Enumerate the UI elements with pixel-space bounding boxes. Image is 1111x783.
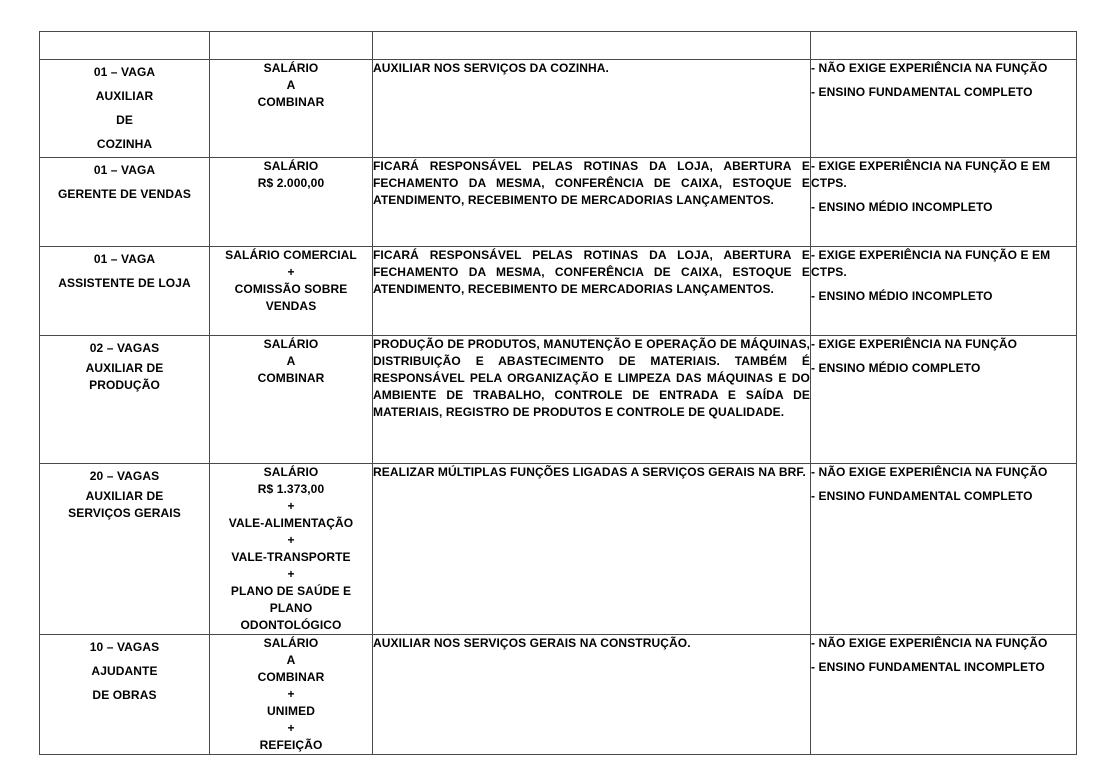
salary-line: R$ 1.373,00 xyxy=(257,482,325,496)
salary-line: VALE-ALIMENTAÇÃO xyxy=(228,516,354,530)
salary-line: A xyxy=(286,78,296,92)
salary-line: + xyxy=(287,687,295,701)
vacancy-count: 02 – VAGAS xyxy=(89,341,160,355)
requirement-item: - ENSINO FUNDAMENTAL COMPLETO xyxy=(811,85,1033,99)
requirement-item: - NÃO EXIGE EXPERIÊNCIA NA FUNÇÃO xyxy=(811,465,1048,479)
salary-line: + xyxy=(287,721,295,735)
description-cell: FICARÁ RESPONSÁVEL PELAS ROTINAS DA LOJA, ABERTURA E FECHAMENTO DA MESMA, CONFERÊNCIA DE CAIXA, ESTOQUE E ATENDIMENTO, RECEBIMENTO DE MERCADORIAS LANÇAMENTOS. xyxy=(373,158,811,247)
salary-line: VALE-TRANSPORTE xyxy=(231,550,351,564)
salary-line: + xyxy=(287,567,295,581)
description-cell: AUXILIAR NOS SERVIÇOS DA COZINHA. xyxy=(373,60,811,158)
table-row xyxy=(40,247,1077,336)
vacancy-title-line: AUXILIAR xyxy=(95,89,154,103)
salary-cell xyxy=(210,336,373,464)
salary-line: VENDAS xyxy=(265,299,317,313)
requirement-item: - ENSINO MÉDIO INCOMPLETO xyxy=(811,289,993,303)
description-cell: AUXILIAR NOS SERVIÇOS GERAIS NA CONSTRUÇÃO. xyxy=(373,635,811,755)
salary-line: REFEIÇÃO xyxy=(259,738,323,752)
vacancy-title-line: PRODUÇÃO xyxy=(89,378,160,392)
salary-line: SALÁRIO xyxy=(263,337,319,351)
vacancy-title-line: DE xyxy=(116,113,133,127)
salary-line: COMISSÃO SOBRE xyxy=(234,282,348,296)
salary-cell xyxy=(210,635,373,755)
requirements-cell xyxy=(811,635,1077,755)
requirement-item: - ENSINO MÉDIO COMPLETO xyxy=(811,361,981,375)
vacancy-count: 01 – VAGA xyxy=(93,252,156,266)
vacancy-title-line: SERVIÇOS GERAIS xyxy=(68,506,181,520)
salary-line: COMBINAR xyxy=(257,670,325,684)
header-cell-3 xyxy=(373,32,811,60)
requirement-item: - NÃO EXIGE EXPERIÊNCIA NA FUNÇÃO xyxy=(811,61,1048,75)
header-cell-1 xyxy=(40,32,210,60)
requirement-item: - EXIGE EXPERIÊNCIA NA FUNÇÃO xyxy=(811,337,1018,351)
salary-line: SALÁRIO xyxy=(263,61,319,75)
salary-line: A xyxy=(286,354,296,368)
requirement-item: - EXIGE EXPERIÊNCIA NA FUNÇÃO E EM CTPS. xyxy=(811,248,1051,279)
salary-line: COMBINAR xyxy=(257,371,325,385)
salary-line: COMBINAR xyxy=(257,95,325,109)
vacancy-cell xyxy=(40,60,210,158)
salary-cell xyxy=(210,158,373,247)
vacancy-title-line: COZINHA xyxy=(96,137,153,151)
vacancy-title-line: ASSISTENTE DE LOJA xyxy=(58,276,191,290)
table-row xyxy=(40,60,1077,158)
vacancy-title-line: DE OBRAS xyxy=(92,688,157,702)
vacancy-count: 01 – VAGA xyxy=(93,65,156,79)
salary-cell xyxy=(210,60,373,158)
vacancy-cell xyxy=(40,247,210,336)
vacancy-title-line: AUXILIAR DE xyxy=(85,361,164,375)
vacancy-cell xyxy=(40,464,210,635)
salary-cell xyxy=(210,247,373,336)
vacancy-cell xyxy=(40,635,210,755)
salary-line: A xyxy=(286,653,296,667)
vacancy-count: 10 – VAGAS xyxy=(89,640,160,654)
vacancy-title-line: AJUDANTE xyxy=(91,664,158,678)
header-row xyxy=(40,32,1077,60)
header-cell-2 xyxy=(210,32,373,60)
requirement-item: - ENSINO MÉDIO INCOMPLETO xyxy=(811,200,993,214)
vacancy-count: 01 – VAGA xyxy=(93,163,156,177)
requirements-cell xyxy=(811,60,1077,158)
salary-line: + xyxy=(287,499,295,513)
requirement-item: - ENSINO FUNDAMENTAL INCOMPLETO xyxy=(811,660,1045,674)
requirement-item: - NÃO EXIGE EXPERIÊNCIA NA FUNÇÃO xyxy=(811,636,1048,650)
salary-line: SALÁRIO COMERCIAL xyxy=(225,248,357,262)
description-cell: REALIZAR MÚLTIPLAS FUNÇÕES LIGADAS A SERVIÇOS GERAIS NA BRF. xyxy=(373,464,811,635)
salary-line: R$ 2.000,00 xyxy=(257,176,325,190)
salary-line: ODONTOLÓGICO xyxy=(240,618,342,632)
salary-line: + xyxy=(287,533,295,547)
salary-line: SALÁRIO xyxy=(263,159,319,173)
table-row xyxy=(40,464,1077,635)
description-cell: PRODUÇÃO DE PRODUTOS, MANUTENÇÃO E OPERAÇÃO DE MÁQUINAS, DISTRIBUIÇÃO E ABASTECIMENTO DE MATERIAIS. TAMBÉM É RESPONSÁVEL PELA ORGANIZAÇÃO E LIMPEZA DAS MÁQUINAS E DO AMBIENTE DE TRABALHO, CONTROLE DE ENTRADA E SAÍDA DE MATERIAIS, REGISTRO DE PRODUTOS E CONTROLE DE QUALIDADE. xyxy=(373,336,811,464)
salary-line: SALÁRIO xyxy=(263,465,319,479)
header-cell-4 xyxy=(811,32,1077,60)
description-cell: FICARÁ RESPONSÁVEL PELAS ROTINAS DA LOJA, ABERTURA E FECHAMENTO DA MESMA, CONFERÊNCIA DE CAIXA, ESTOQUE E ATENDIMENTO, RECEBIMENTO DE MERCADORIAS LANÇAMENTOS. xyxy=(373,247,811,336)
vacancy-count: 20 – VAGAS xyxy=(89,469,160,483)
vacancy-title-line: GERENTE DE VENDAS xyxy=(57,187,192,201)
requirements-cell xyxy=(811,464,1077,635)
table-row xyxy=(40,635,1077,755)
requirements-cell xyxy=(811,247,1077,336)
requirements-cell xyxy=(811,158,1077,247)
salary-line: UNIMED xyxy=(267,704,315,718)
requirement-item: - ENSINO FUNDAMENTAL COMPLETO xyxy=(811,489,1033,503)
table-row xyxy=(40,158,1077,247)
job-openings-table xyxy=(39,31,1077,755)
salary-line: SALÁRIO xyxy=(263,636,319,650)
salary-line: PLANO xyxy=(269,601,313,615)
requirements-cell xyxy=(811,336,1077,464)
vacancy-cell xyxy=(40,336,210,464)
salary-line: + xyxy=(287,265,295,279)
vacancy-title-line: AUXILIAR DE xyxy=(85,489,164,503)
salary-line: PLANO DE SAÚDE E xyxy=(230,584,352,598)
table-row xyxy=(40,336,1077,464)
salary-cell xyxy=(210,464,373,635)
requirement-item: - EXIGE EXPERIÊNCIA NA FUNÇÃO E EM CTPS. xyxy=(811,159,1051,190)
vacancy-cell xyxy=(40,158,210,247)
